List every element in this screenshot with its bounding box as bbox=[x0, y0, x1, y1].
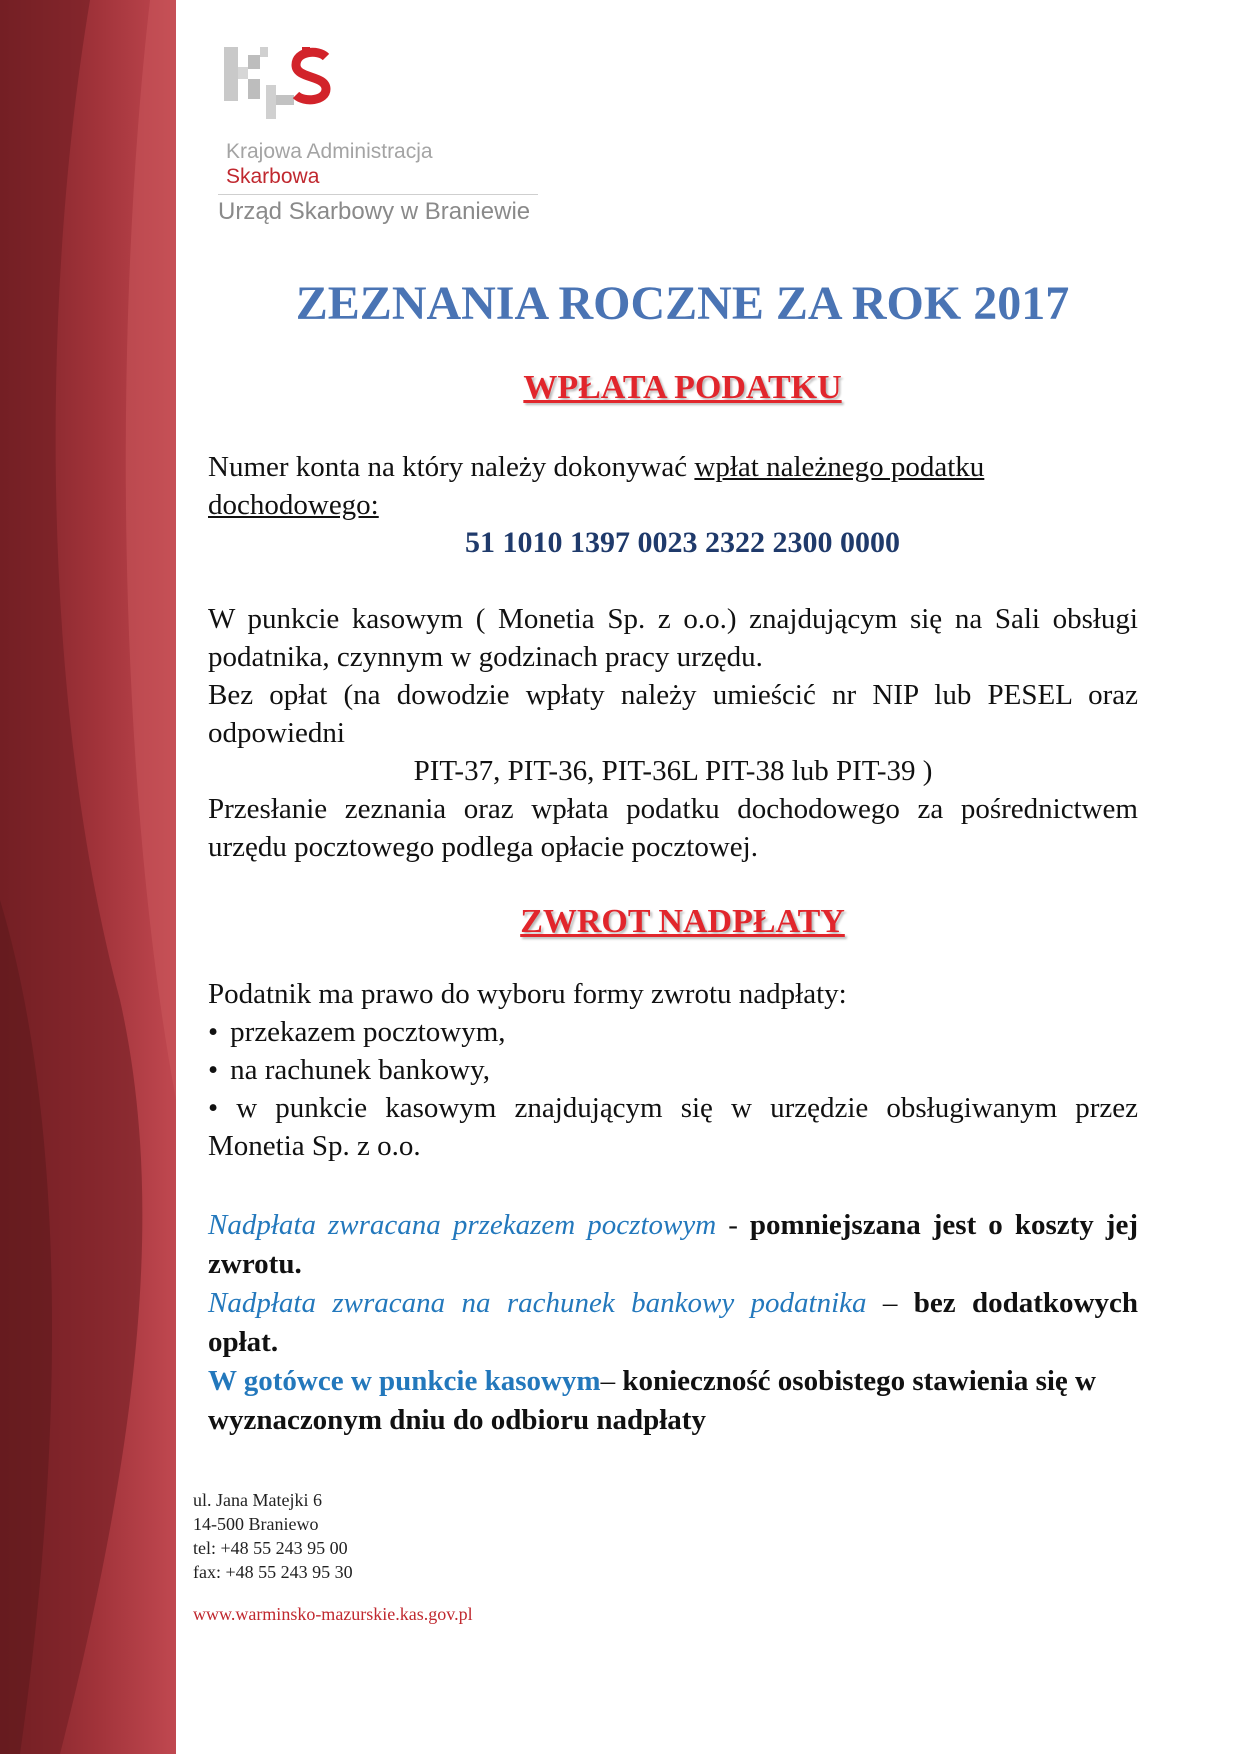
section-heading-payment: WPŁATA PODATKU bbox=[523, 369, 842, 406]
account-intro bbox=[208, 448, 1138, 524]
footer-city: 14-500 Braniewo bbox=[193, 1514, 319, 1534]
list-item: • przekazem pocztowym, bbox=[208, 1013, 1138, 1051]
bullet-dot: • bbox=[208, 1054, 219, 1086]
footer-tel: tel: +48 55 243 95 00 bbox=[193, 1538, 348, 1558]
refund-notes bbox=[208, 1206, 1138, 1440]
payment-details bbox=[208, 600, 1138, 866]
footer-street: ul. Jana Matejki 6 bbox=[193, 1490, 322, 1510]
paragraph-no-fees: Bez opłat (na dowodzie wpłaty należy umieścić nr NIP lub PESEL oraz odpowiedni bbox=[208, 679, 1138, 749]
account-number: 51 1010 1397 0023 2322 2300 0000 bbox=[465, 526, 900, 559]
footer-fax: fax: +48 55 243 95 30 bbox=[193, 1562, 353, 1582]
list-item: • w punkcie kasowym znajdującym się w urzędzie obsługiwanym przez Monetia Sp. z o.o. bbox=[208, 1092, 1139, 1162]
note-postal: Nadpłata zwracana przekazem pocztowym - pomniejszana jest o koszty jej zwrotu. bbox=[208, 1209, 1138, 1280]
account-intro-underlined-2: dochodowego: bbox=[208, 489, 379, 521]
bullet-dot: • bbox=[208, 1016, 219, 1048]
footer-website-link[interactable]: www.warminsko-mazurskie.kas.gov.pl bbox=[193, 1604, 473, 1624]
bullet-dot: • bbox=[208, 1092, 219, 1124]
header-divider bbox=[218, 194, 538, 195]
paragraph-pit-forms: PIT-37, PIT-36, PIT-36L PIT-38 lub PIT-39 ) bbox=[413, 755, 933, 787]
refund-intro: Podatnik ma prawo do wyboru formy zwrotu nadpłaty: bbox=[208, 978, 847, 1010]
list-item: • na rachunek bankowy, bbox=[208, 1051, 1138, 1089]
office-name: Urząd Skarbowy w Braniewie bbox=[218, 198, 531, 225]
account-intro-underlined: wpłat należnego podatku bbox=[694, 451, 985, 483]
org-name-line1: Krajowa Administracja bbox=[226, 140, 433, 163]
account-intro-text: Numer konta na który należy dokonywać bbox=[208, 451, 688, 483]
section-heading-refund: ZWROT NADPŁATY bbox=[520, 903, 845, 940]
note-cash: W gotówce w punkcie kasowym– konieczność osobistego stawienia się w wyznaczonym dniu do odbioru nadpłaty bbox=[208, 1365, 1097, 1436]
kas-logo bbox=[222, 45, 342, 125]
paragraph-postal: Przesłanie zeznania oraz wpłata podatku dochodowego za pośrednictwem urzędu pocztowego podlega opłacie pocztowej. bbox=[208, 793, 1138, 863]
paragraph-cashdesk: W punkcie kasowym ( Monetia Sp. z o.o.) znajdującym się na Sali obsługi podatnika, czynnym w godzinach pracy urzędu. bbox=[208, 603, 1138, 673]
page-title: ZEZNANIA ROCZNE ZA ROK 2017 bbox=[295, 277, 1070, 330]
footer-address bbox=[193, 1488, 353, 1584]
org-name-line2: Skarbowa bbox=[226, 165, 320, 188]
decorative-side-band bbox=[0, 0, 176, 1754]
refund-options bbox=[208, 975, 1138, 1165]
note-bank: Nadpłata zwracana na rachunek bankowy podatnika – bez dodatkowych opłat. bbox=[208, 1287, 1139, 1358]
